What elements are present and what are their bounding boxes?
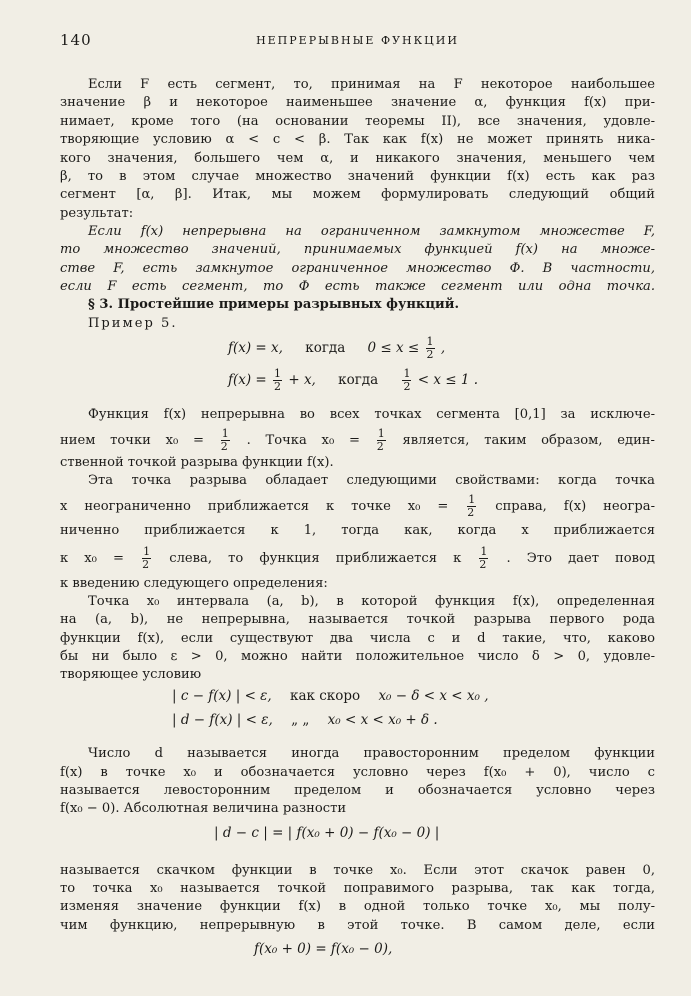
example-formula-1: f(x) = x, когда 0 ≤ x ≤ $\frac{1}{2}$ , bbox=[228, 335, 446, 361]
theorem-line: то множество значений, принимаемых функцией f(x) на множе- bbox=[60, 242, 655, 257]
paragraph-5-line: называется скачком функции в точке x₀. Если этот скачок равен 0, bbox=[60, 863, 655, 878]
paragraph-4-line: называется левосторонним пределом и обозначается условно через bbox=[60, 783, 655, 798]
section-heading: § 3. Простейшие примеры разрывных функций. bbox=[88, 297, 460, 312]
paragraph-1-line: творяющие условию α < c < β. Так как f(x) не может принять ника- bbox=[60, 132, 655, 147]
theorem-line: если F есть сегмент, то Φ есть также сегмент или одна точка. bbox=[60, 279, 655, 294]
jump-formula: | d − c | = | f(x₀ + 0) − f(x₀ − 0) | bbox=[214, 825, 440, 841]
paragraph-1-line: Если F есть сегмент, то, принимая на F некоторое наибольшее bbox=[88, 77, 655, 92]
definition-line: на (a, b), не непрерывна, называется точкой разрыва первого рода bbox=[60, 612, 655, 627]
paragraph-1-line: нимает, кроме того (на основании теоремы II), все значения, удовле- bbox=[60, 114, 655, 129]
paragraph-4-line: Число d называется иногда правосторонним пределом функции bbox=[88, 746, 655, 761]
definition-formula-2: | d − f(x) | < ε, „ „ x₀ < x < x₀ + δ . bbox=[172, 712, 438, 728]
paragraph-1-line: β, то в этом случае множество значений функции f(x) есть как раз bbox=[60, 169, 655, 184]
fraction: $\frac{1}{2}$ bbox=[274, 367, 282, 393]
paragraph-1-line: результат: bbox=[60, 206, 134, 221]
paragraph-3-line: x неограниченно приближается к точке x₀ = $\frac{1}{2}$ справа, f(x) неогра- bbox=[60, 493, 655, 519]
definition-formula-1: | c − f(x) | < ε, как скоро x₀ − δ < x < x₀ , bbox=[172, 688, 489, 704]
paragraph-5-line: изменяя значение функции f(x) в одной только точке x₀, мы полу- bbox=[60, 899, 655, 914]
paragraph-1-line: значение β и некоторое наименьшее значение α, функция f(x) при- bbox=[60, 95, 655, 110]
fraction: $\frac{1}{2}$ bbox=[426, 335, 434, 361]
theorem-line: стве F, есть замкнутое ограниченное множество Φ. В частности, bbox=[60, 261, 655, 276]
example-label: Пример 5. bbox=[88, 316, 178, 331]
example-formula-2: f(x) = $\frac{1}{2}$ + x, когда $\frac{1}{2}$ < x ≤ 1 . bbox=[228, 367, 479, 393]
definition-line: творяющее условию bbox=[60, 667, 202, 682]
paragraph-4-line: f(x) в точке x₀ и обозначается условно через f(x₀ + 0), число c bbox=[60, 765, 655, 780]
running-head: НЕПРЕРЫВНЫЕ ФУНКЦИИ bbox=[256, 34, 459, 47]
paragraph-1-line: кого значения, большего чем α, и никакого значения, меньшего чем bbox=[60, 151, 655, 166]
paragraph-3-line: к введению следующего определения: bbox=[60, 576, 328, 591]
definition-line: Точка x₀ интервала (a, b), в которой функция f(x), определенная bbox=[88, 594, 655, 609]
paragraph-1-line: сегмент [α, β]. Итак, мы можем формулировать следующий общий bbox=[60, 187, 655, 202]
page-header bbox=[60, 31, 655, 51]
paragraph-4-line: f(x₀ − 0). Абсолютная величина разности bbox=[60, 801, 347, 816]
page-number: 140 bbox=[60, 31, 92, 49]
paragraph-2-line: нием точки x₀ = $\frac{1}{2}$ . Точка x₀ = $\frac{1}{2}$ является, таким образом, един- bbox=[60, 427, 655, 453]
paragraph-5-line: чим функцию, непрерывную в этой точке. В самом деле, если bbox=[60, 918, 655, 933]
paragraph-3-line: к x₀ = $\frac{1}{2}$ слева, то функция приближается к $\frac{1}{2}$ . Это дает повод bbox=[60, 545, 655, 571]
paragraph-3-line: ниченно приближается к 1, тогда как, когда x приближается bbox=[60, 523, 655, 538]
theorem-line: Если f(x) непрерывна на ограниченном замкнутом множестве F, bbox=[88, 224, 655, 239]
fraction: $\frac{1}{2}$ bbox=[403, 367, 411, 393]
paragraph-2-line: ственной точкой разрыва функции f(x). bbox=[60, 455, 334, 470]
paragraph-2-line: Функция f(x) непрерывна во всех точках сегмента [0,1] за исключе- bbox=[88, 407, 655, 422]
definition-line: бы ни было ε > 0, можно найти положительное число δ > 0, удовле- bbox=[60, 649, 655, 664]
paragraph-3-line: Эта точка разрыва обладает следующими свойствами: когда точка bbox=[88, 473, 655, 488]
definition-line: функции f(x), если существуют два числа c и d такие, что, каково bbox=[60, 631, 655, 646]
final-formula: f(x₀ + 0) = f(x₀ − 0), bbox=[254, 941, 393, 957]
paragraph-5-line: то точка x₀ называется точкой поправимого разрыва, так как тогда, bbox=[60, 881, 655, 896]
